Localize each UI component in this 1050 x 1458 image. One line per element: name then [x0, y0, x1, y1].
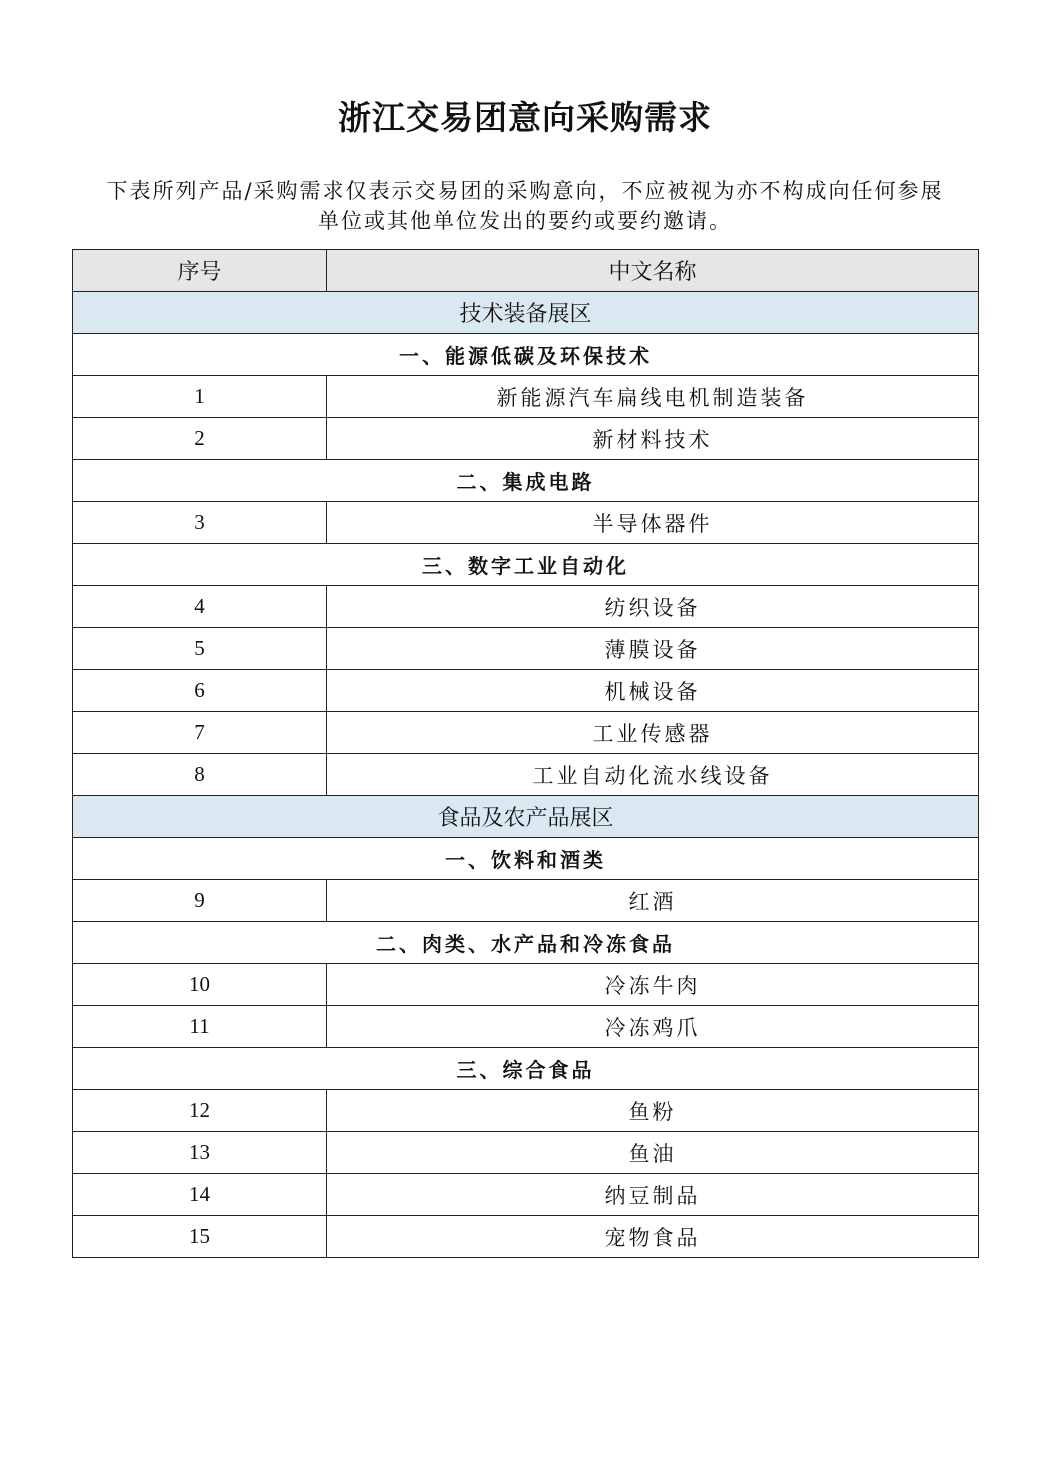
product-name-cell: 红酒 [327, 880, 979, 922]
product-name-cell: 薄膜设备 [327, 628, 979, 670]
product-name-cell: 机械设备 [327, 670, 979, 712]
category-label: 一、能源低碳及环保技术 [73, 334, 979, 376]
product-name-cell: 工业传感器 [327, 712, 979, 754]
category-label: 二、集成电路 [73, 460, 979, 502]
serial-number-cell: 7 [73, 712, 327, 754]
table-row [73, 1132, 979, 1174]
category-row [73, 460, 979, 502]
serial-number-cell: 15 [73, 1216, 327, 1258]
product-name-cell: 纳豆制品 [327, 1174, 979, 1216]
table-row [73, 586, 979, 628]
serial-number-cell: 1 [73, 376, 327, 418]
table-row [73, 502, 979, 544]
header-serial-number: 序号 [73, 250, 327, 292]
table-row [73, 712, 979, 754]
category-row [73, 544, 979, 586]
serial-number-cell: 14 [73, 1174, 327, 1216]
table-row [73, 670, 979, 712]
page-title: 浙江交易团意向采购需求 [338, 98, 712, 137]
product-name-cell: 鱼油 [327, 1132, 979, 1174]
table-body [73, 292, 979, 1258]
category-label: 二、肉类、水产品和冷冻食品 [73, 922, 979, 964]
table-row [73, 1174, 979, 1216]
serial-number-cell: 5 [73, 628, 327, 670]
product-name-cell: 新能源汽车扁线电机制造装备 [327, 376, 979, 418]
serial-number-cell: 12 [73, 1090, 327, 1132]
table-row [73, 1006, 979, 1048]
serial-number-cell: 6 [73, 670, 327, 712]
serial-number-cell: 8 [73, 754, 327, 796]
product-name-cell: 半导体器件 [327, 502, 979, 544]
product-name-cell: 冷冻牛肉 [327, 964, 979, 1006]
table-row [73, 418, 979, 460]
serial-number-cell: 13 [73, 1132, 327, 1174]
category-label: 三、综合食品 [73, 1048, 979, 1090]
table-row [73, 964, 979, 1006]
header-chinese-name: 中文名称 [327, 250, 979, 292]
intro-paragraph [60, 176, 990, 236]
table-row [73, 1090, 979, 1132]
table-row [73, 628, 979, 670]
table-row [73, 754, 979, 796]
category-row [73, 334, 979, 376]
serial-number-cell: 9 [73, 880, 327, 922]
product-name-cell: 工业自动化流水线设备 [327, 754, 979, 796]
table-header-row [73, 250, 979, 292]
serial-number-cell: 10 [73, 964, 327, 1006]
product-name-cell: 纺织设备 [327, 586, 979, 628]
procurement-table [72, 249, 979, 1258]
product-name-cell: 鱼粉 [327, 1090, 979, 1132]
category-row [73, 1048, 979, 1090]
zone-row [73, 292, 979, 334]
table-row [73, 880, 979, 922]
serial-number-cell: 2 [73, 418, 327, 460]
category-label: 一、饮料和酒类 [73, 838, 979, 880]
intro-line-1: 下表所列产品/采购需求仅表示交易团的采购意向，不应被视为亦不构成向任何参展 [106, 179, 944, 203]
category-row [73, 838, 979, 880]
intro-line-2: 单位或其他单位发出的要约或要约邀请。 [318, 209, 732, 233]
product-name-cell: 新材料技术 [327, 418, 979, 460]
zone-label: 食品及农产品展区 [73, 796, 979, 838]
table-row [73, 1216, 979, 1258]
category-row [73, 922, 979, 964]
category-label: 三、数字工业自动化 [73, 544, 979, 586]
product-name-cell: 冷冻鸡爪 [327, 1006, 979, 1048]
table-row [73, 376, 979, 418]
zone-row [73, 796, 979, 838]
product-name-cell: 宠物食品 [327, 1216, 979, 1258]
serial-number-cell: 4 [73, 586, 327, 628]
serial-number-cell: 3 [73, 502, 327, 544]
serial-number-cell: 11 [73, 1006, 327, 1048]
zone-label: 技术装备展区 [73, 292, 979, 334]
